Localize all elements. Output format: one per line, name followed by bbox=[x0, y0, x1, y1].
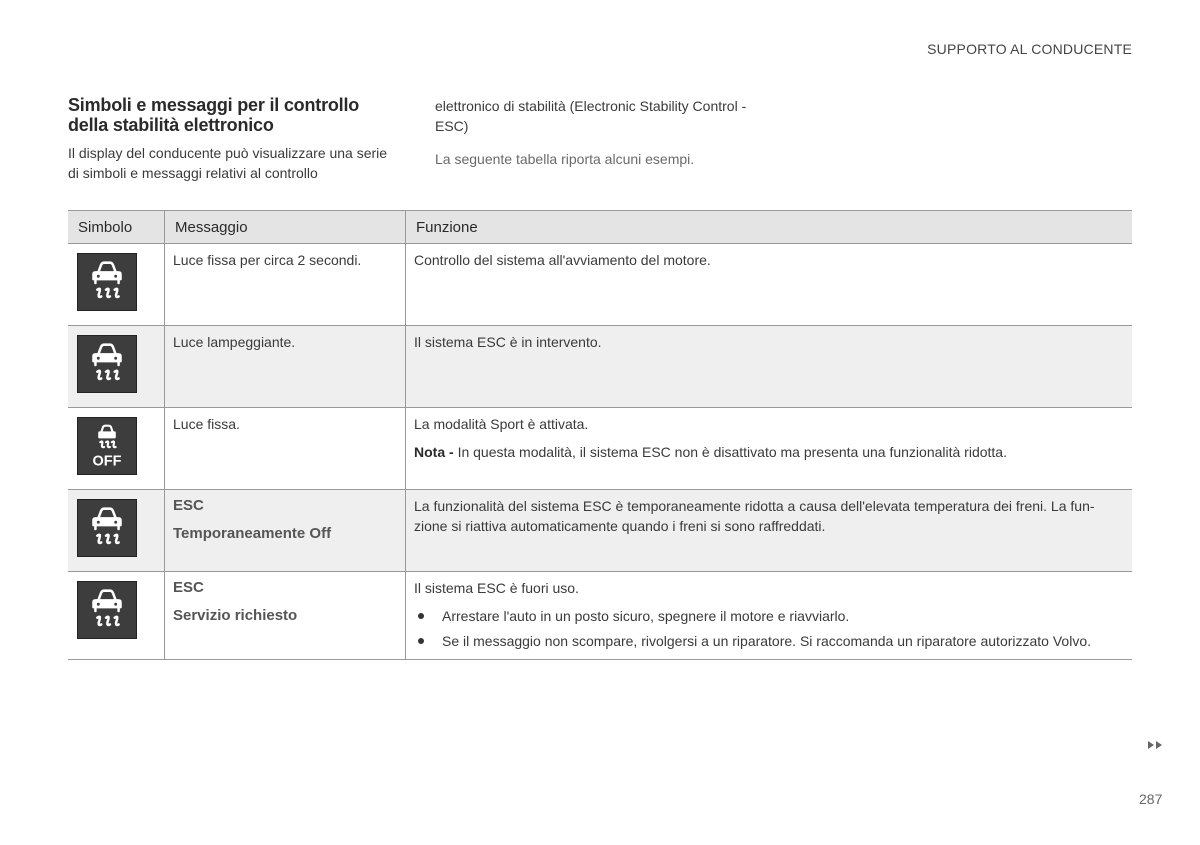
header-function: Funzione bbox=[406, 211, 1133, 244]
function-cell: Controllo del sistema all'avviamento del motore. bbox=[406, 244, 1133, 326]
page-number: 287 bbox=[1139, 791, 1163, 807]
header-message: Messaggio bbox=[165, 211, 406, 244]
message-subtitle: Temporaneamente Off bbox=[173, 525, 332, 542]
esc-symbols-table bbox=[68, 210, 1132, 660]
section-title: Simboli e messaggi per il controllo della stabilità elettronico bbox=[68, 95, 360, 135]
symbol-cell bbox=[68, 244, 165, 326]
esc-skid-icon bbox=[77, 253, 137, 311]
esc-skid-icon bbox=[77, 499, 137, 557]
list-item bbox=[414, 606, 1124, 626]
intro-left-column bbox=[68, 95, 398, 183]
table-row bbox=[68, 326, 1132, 408]
message-title: ESC bbox=[173, 579, 204, 596]
message-cell bbox=[165, 490, 406, 572]
message-cell: Luce lampeggiante. bbox=[165, 326, 406, 408]
intro-right-column bbox=[435, 96, 765, 169]
message-cell: Luce fissa per circa 2 secondi. bbox=[165, 244, 406, 326]
message-cell bbox=[165, 572, 406, 660]
bullet-text: Se il messaggio non scompare, rivolgersi a un riparatore. Si raccomanda un riparatore autorizzato Volvo. bbox=[442, 633, 1091, 649]
table-row bbox=[68, 408, 1132, 490]
message-cell: Luce fissa. bbox=[165, 408, 406, 490]
symbol-cell bbox=[68, 326, 165, 408]
esc-off-icon-label: OFF bbox=[92, 453, 122, 470]
function-cell bbox=[406, 408, 1133, 490]
message-title: ESC bbox=[173, 497, 204, 514]
function-cell bbox=[406, 572, 1133, 660]
function-cell: Il sistema ESC è in intervento. bbox=[406, 326, 1133, 408]
header-symbol: Simbolo bbox=[68, 211, 165, 244]
function-cell: La funzionalità del sistema ESC è temporaneamente ridotta a causa dell'elevata temperatura dei freni. La fun-zione si riattiva automaticamente quando i freni si sono raffreddati. bbox=[406, 490, 1133, 572]
symbol-cell bbox=[68, 572, 165, 660]
message-subtitle: Servizio richiesto bbox=[173, 607, 298, 624]
table-row bbox=[68, 490, 1132, 572]
bullet-icon bbox=[418, 638, 424, 644]
symbol-cell bbox=[68, 408, 165, 490]
note-label: Nota - bbox=[414, 444, 454, 460]
list-item bbox=[414, 631, 1124, 651]
bullet-list bbox=[414, 606, 1124, 651]
table-row bbox=[68, 572, 1132, 660]
bullet-icon bbox=[418, 613, 424, 619]
double-arrow-right-icon bbox=[1147, 737, 1165, 755]
note-text: In questa modalità, il sistema ESC non è disattivato ma presenta una funzionalità ridotta. bbox=[457, 444, 1007, 460]
table-row bbox=[68, 244, 1132, 326]
symbol-cell bbox=[68, 490, 165, 572]
note-line bbox=[414, 442, 1124, 462]
table-header-row bbox=[68, 211, 1132, 244]
esc-off-icon bbox=[77, 417, 137, 475]
intro-text-right: elettronico di stabilità (Electronic Stability Control - ESC) bbox=[435, 98, 747, 134]
function-text: La modalità Sport è attivata. bbox=[414, 416, 589, 432]
intro-note: La seguente tabella riporta alcuni esempi. bbox=[435, 151, 695, 167]
esc-skid-icon bbox=[77, 581, 137, 639]
intro-text-left: Il display del conducente può visualizzare una serie di simboli e messaggi relativi al controllo bbox=[68, 145, 388, 181]
bullet-text: Arrestare l'auto in un posto sicuro, spegnere il motore e riavviarlo. bbox=[442, 608, 850, 624]
function-text: Il sistema ESC è fuori uso. bbox=[414, 580, 579, 596]
section-header: SUPPORTO AL CONDUCENTE bbox=[927, 41, 1132, 57]
esc-skid-icon bbox=[77, 335, 137, 393]
